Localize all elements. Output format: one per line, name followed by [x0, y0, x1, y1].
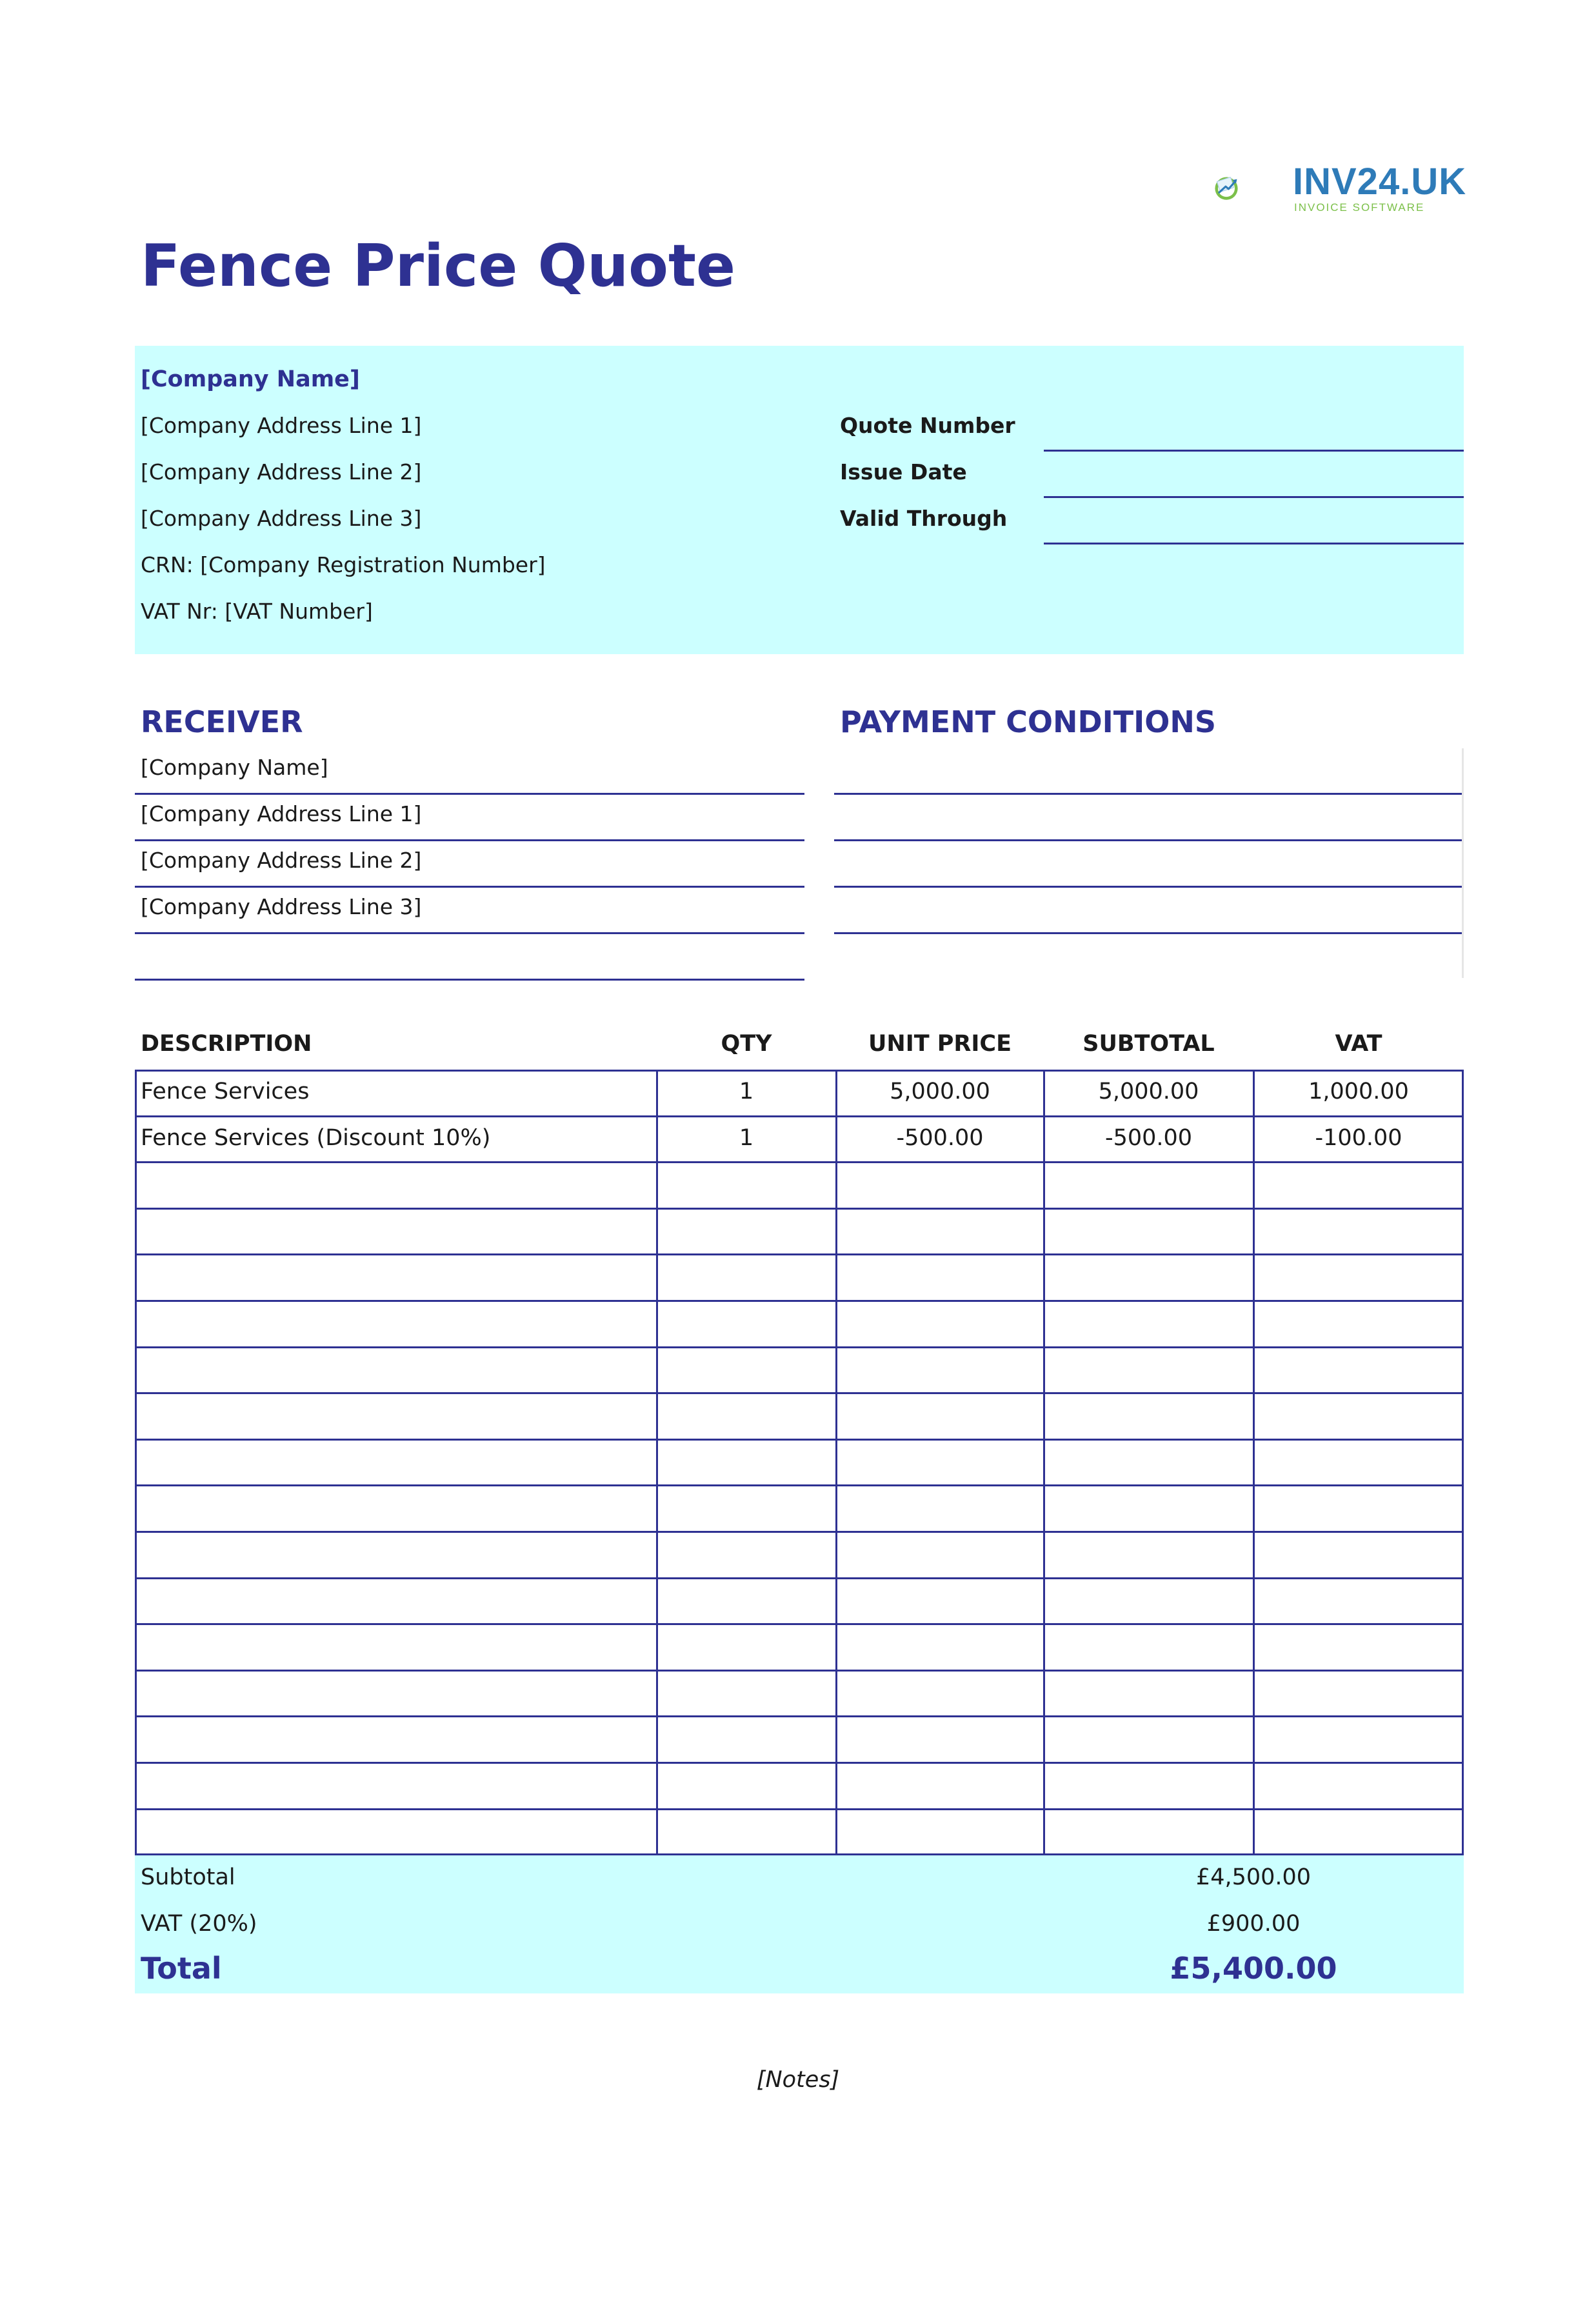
- payment-condition-underline: [834, 839, 1462, 841]
- cell-qty[interactable]: 1: [739, 1079, 754, 1104]
- col-header-vat: VAT: [1335, 1031, 1382, 1057]
- col-header-unit-price: UNIT PRICE: [868, 1031, 1012, 1057]
- cell-vat[interactable]: 1,000.00: [1308, 1079, 1409, 1104]
- table-row[interactable]: [135, 1762, 1464, 1809]
- table-row[interactable]: [135, 1254, 1464, 1301]
- sender-address-line-3[interactable]: [Company Address Line 3]: [141, 506, 422, 531]
- page-title: Fence Price Quote: [141, 232, 736, 300]
- table-row[interactable]: [135, 1716, 1464, 1762]
- issue-date-label: Issue Date: [840, 459, 967, 484]
- valid-through-label: Valid Through: [840, 506, 1008, 531]
- cell-unit-price[interactable]: 5,000.00: [890, 1079, 990, 1104]
- logo-name: INV24.UK: [1293, 161, 1467, 203]
- cell-subtotal[interactable]: 5,000.00: [1098, 1079, 1199, 1104]
- sender-company-name[interactable]: [Company Name]: [141, 366, 360, 392]
- sender-vat-number[interactable]: VAT Nr: [VAT Number]: [141, 599, 373, 624]
- receiver-title: RECEIVER: [141, 704, 303, 739]
- payment-condition-underline: [834, 932, 1462, 934]
- payment-condition-underline: [834, 886, 1462, 888]
- vat-label: VAT (20%): [141, 1911, 257, 1937]
- receiver-underline: [135, 932, 804, 934]
- col-header-description: DESCRIPTION: [141, 1031, 312, 1057]
- receiver-underline: [135, 979, 804, 981]
- issue-date-underline: [1044, 496, 1464, 498]
- total-value: £5,400.00: [1170, 1951, 1337, 1986]
- subtotal-label: Subtotal: [141, 1864, 235, 1890]
- col-header-subtotal: SUBTOTAL: [1082, 1031, 1215, 1057]
- payment-condition-line[interactable]: [840, 894, 1453, 923]
- table-row[interactable]: [135, 1485, 1464, 1532]
- valid-through-underline: [1044, 543, 1464, 544]
- quote-number-underline: [1044, 450, 1464, 452]
- payment-condition-line[interactable]: [840, 848, 1453, 876]
- total-label: Total: [141, 1951, 222, 1986]
- table-row[interactable]: [135, 1439, 1464, 1486]
- receiver-underline: [135, 886, 804, 888]
- table-row[interactable]: [135, 1578, 1464, 1624]
- valid-through-field[interactable]: [1045, 506, 1458, 532]
- receiver-line[interactable]: [Company Address Line 3]: [141, 894, 422, 919]
- cell-description[interactable]: Fence Services (Discount 10%): [141, 1125, 491, 1151]
- receiver-underline: [135, 793, 804, 795]
- payment-condition-line[interactable]: [840, 755, 1453, 783]
- quote-number-label: Quote Number: [840, 413, 1015, 438]
- payment-condition-underline: [834, 793, 1462, 795]
- quote-number-field[interactable]: [1045, 413, 1458, 439]
- table-row[interactable]: [135, 1393, 1464, 1439]
- table-row[interactable]: [135, 1162, 1464, 1208]
- cell-subtotal[interactable]: -500.00: [1104, 1125, 1193, 1151]
- subtotal-value: £4,500.00: [1195, 1864, 1312, 1890]
- sender-crn[interactable]: CRN: [Company Registration Number]: [141, 552, 546, 577]
- receiver-line[interactable]: [Company Name]: [141, 755, 328, 780]
- receiver-line[interactable]: [Company Address Line 1]: [141, 801, 422, 826]
- table-row[interactable]: [135, 1532, 1464, 1578]
- table-row[interactable]: [135, 1301, 1464, 1347]
- cell-description[interactable]: Fence Services: [141, 1079, 310, 1104]
- table-row[interactable]: [135, 1809, 1464, 1855]
- receiver-underline: [135, 839, 804, 841]
- logo-tagline: INVOICE SOFTWARE: [1294, 201, 1425, 214]
- issue-date-field[interactable]: [1045, 459, 1458, 485]
- table-row[interactable]: [135, 1670, 1464, 1717]
- col-header-qty: QTY: [721, 1031, 772, 1057]
- payment-condition-line[interactable]: [840, 801, 1453, 830]
- notes[interactable]: [Notes]: [756, 2067, 840, 2093]
- payment-conditions-title: PAYMENT CONDITIONS: [840, 704, 1216, 739]
- cell-unit-price[interactable]: -500.00: [896, 1125, 984, 1151]
- logo-icon: [1213, 152, 1297, 223]
- sender-address-line-2[interactable]: [Company Address Line 2]: [141, 459, 422, 484]
- table-row[interactable]: [135, 1347, 1464, 1393]
- payment-conditions-edge: [1462, 748, 1464, 978]
- cell-vat[interactable]: -100.00: [1315, 1125, 1402, 1151]
- sender-address-line-1[interactable]: [Company Address Line 1]: [141, 413, 422, 438]
- table-row[interactable]: [135, 1624, 1464, 1670]
- receiver-line[interactable]: [Company Address Line 2]: [141, 848, 422, 873]
- cell-qty[interactable]: 1: [739, 1125, 754, 1151]
- vat-value: £900.00: [1206, 1911, 1301, 1937]
- table-row[interactable]: [135, 1208, 1464, 1255]
